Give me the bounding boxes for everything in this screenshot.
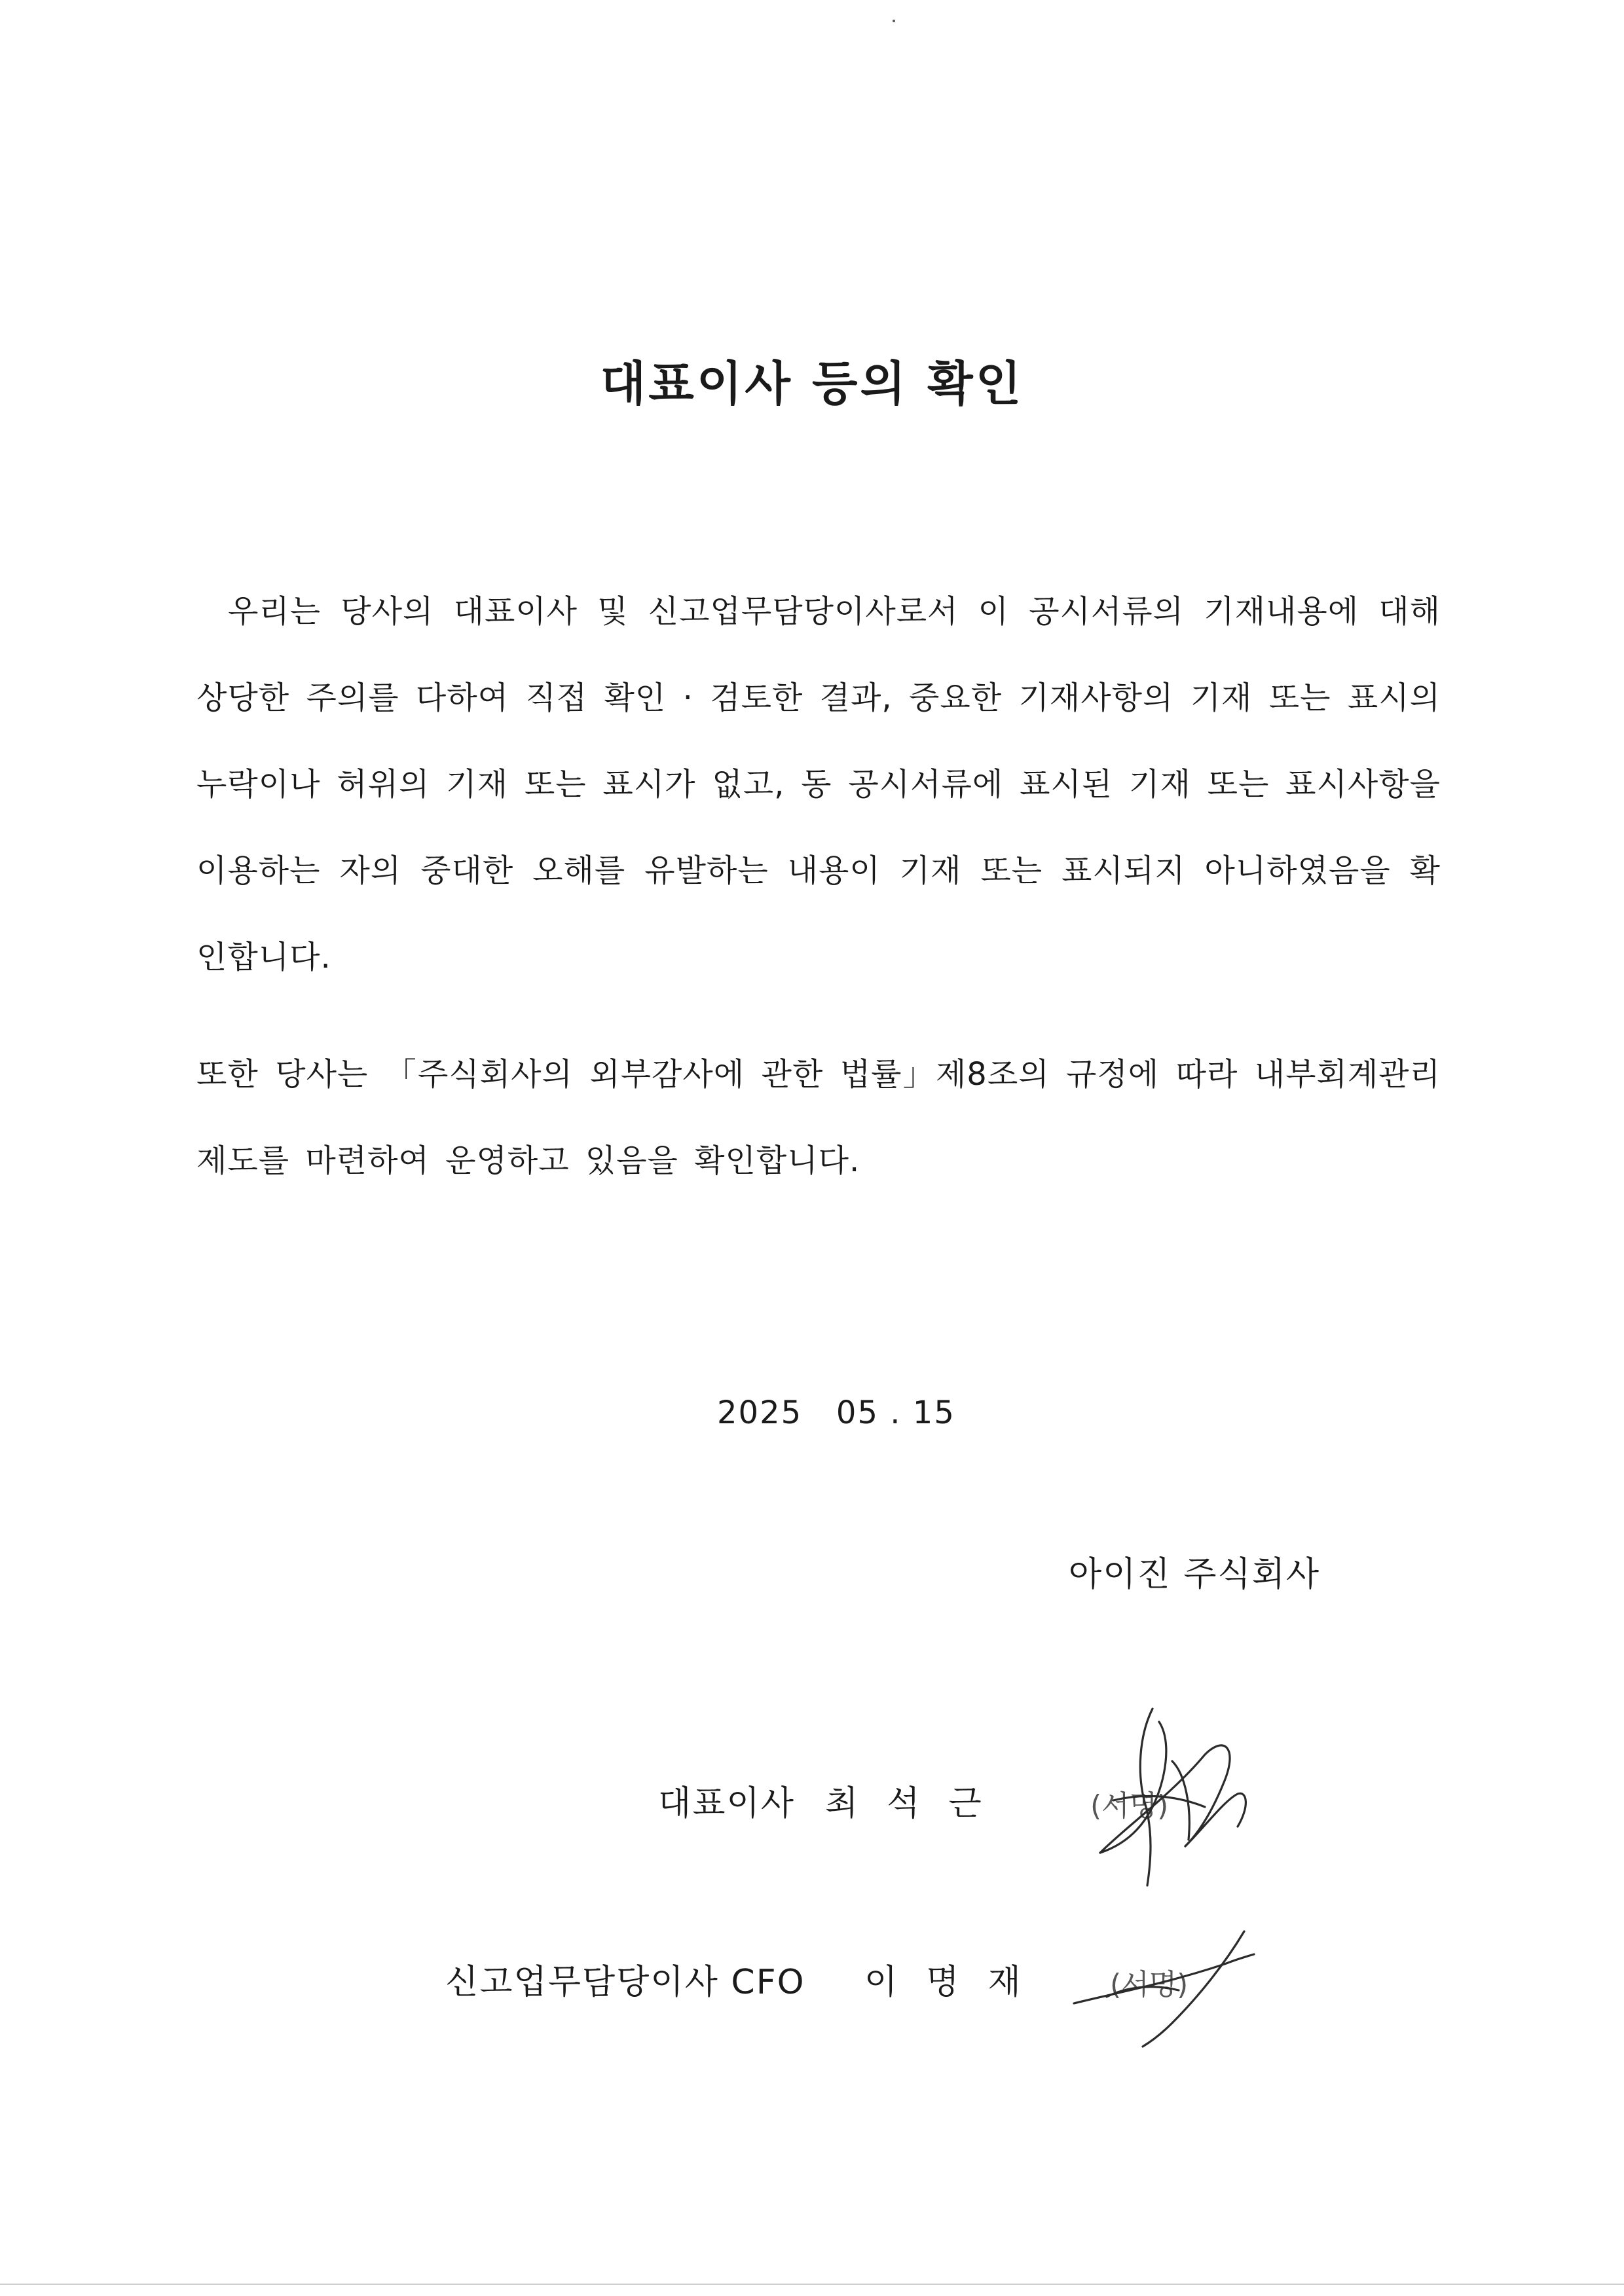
signer-role: 대표이사 — [658, 1784, 795, 1823]
scan-speck — [893, 20, 895, 22]
signer-ceo — [658, 1776, 1010, 1825]
document-date: 2025 05 . 15 — [717, 1394, 955, 1431]
signer-cfo — [445, 1954, 1050, 2003]
handwritten-signature — [1074, 1696, 1257, 1892]
signer-name: 이명재 — [864, 1963, 1050, 2002]
signature-label: (서명) — [1110, 1968, 1189, 2001]
handwritten-signature — [1067, 1925, 1264, 2049]
signature-label: (서명) — [1090, 1789, 1169, 1823]
signer-role: 신고업무담당이사 CFO — [445, 1963, 805, 2002]
confirmation-paragraph: 우리는 당사의 대표이사 및 신고업무담당이사로서 이 공시서류의 기재내용에 대해 상당한 주의를 다하여 직접 확인 · 검토한 결과, 중요한 기재사항의 기재 또는 표시의 누락이나 허위의 기재 또는 표시가 없고, 동 공시서류에 표시된 기재 또는 표시사항을 이용하는 자의 중대한 오해를 유발하는 내용이 기재 또는 표시되지 아니하였음을 확인합니다. — [196, 593, 1441, 975]
signer-name: 최석근 — [825, 1784, 1010, 1823]
scan-edge-line — [0, 2284, 1624, 2285]
company-name: 아이진 주식회사 — [1069, 1555, 1321, 1594]
internal-control-paragraph: 또한 당사는 「주식회사의 외부감사에 관한 법률」제8조의 규정에 따라 내부회계관리제도를 마련하여 운영하고 있음을 확인합니다. — [196, 1056, 1441, 1179]
document-title: 대표이사 등의 확인 — [600, 356, 1024, 411]
